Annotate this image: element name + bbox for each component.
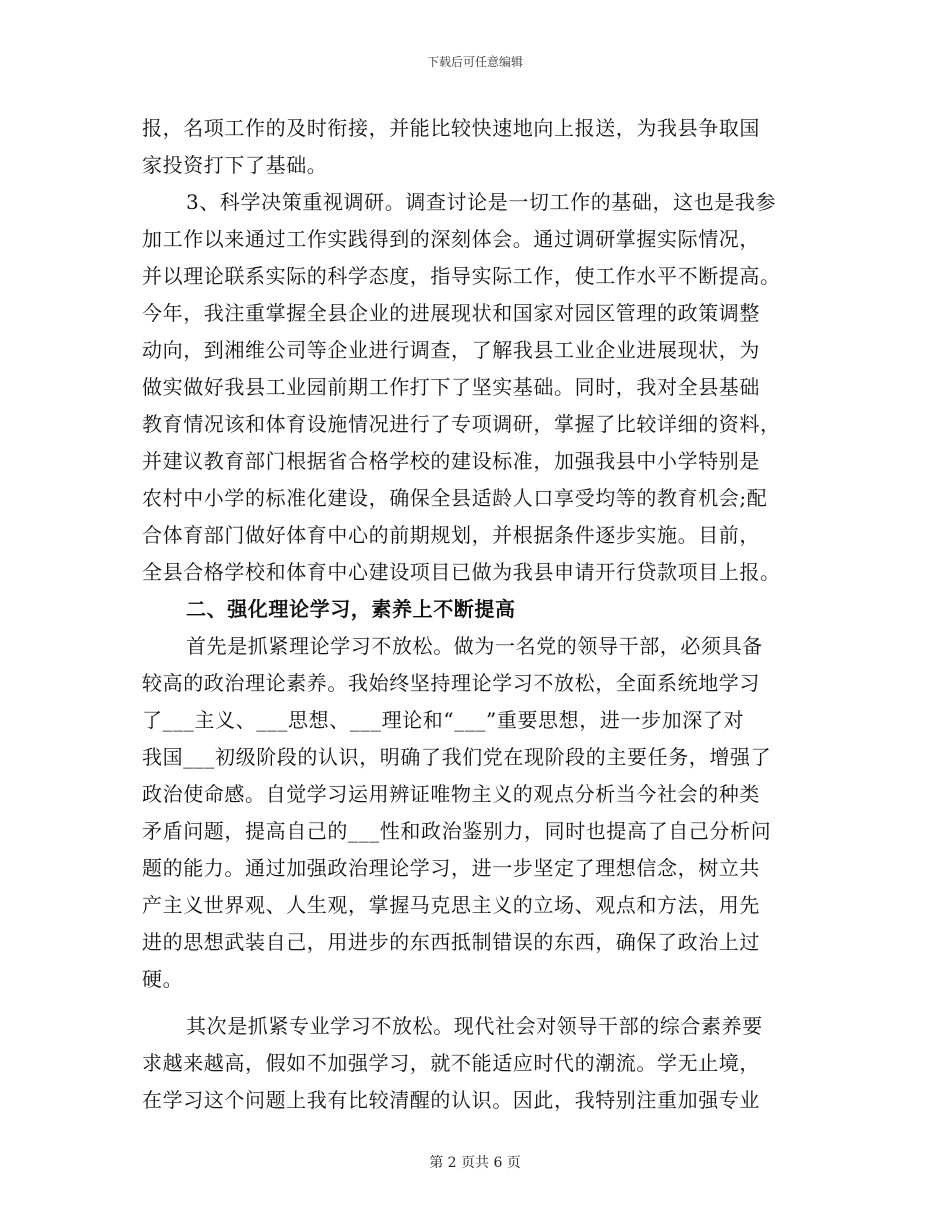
text-line: 其次是抓紧专业学习不放松。现代社会对领导干部的综合素养要 [186, 1014, 763, 1038]
text-line: 矛盾问题，提高自己的___性和政治鉴别力，同时也提高了自己分析问 [142, 819, 772, 843]
text-line: 进的思想武装自己，用进步的东西抵制错误的东西，确保了政治上过 [142, 930, 760, 954]
text-line: 教育情况该和体育设施情况进行了专项调研，掌握了比较详细的资料， [142, 412, 781, 436]
text-line: 首先是抓紧理论学习不放松。做为一名党的领导干部，必须具备 [186, 634, 763, 658]
text-line: 全县合格学校和体育中心建设项目已做为我县申请开行贷款项目上报。 [142, 560, 781, 584]
text-line: 报，名项工作的及时衔接，并能比较快速地向上报送，为我县争取国 [142, 116, 760, 140]
text-line: 加工作以来通过工作实践得到的深刻体会。通过调研掌握实际情况， [142, 227, 760, 251]
page-footer: 第 2 页共 6 页 [429, 1155, 521, 1171]
text-line: 政治使命感。自觉学习运用辨证唯物主义的观点分析当今社会的种类 [142, 782, 760, 806]
document-body [142, 110, 808, 1119]
text-line: 求越来越高，假如不加强学习，就不能适应时代的潮流。学无止境， [142, 1051, 760, 1075]
text-line: 在学习这个问题上我有比较清醒的认识。因此，我特别注重加强专业 [142, 1088, 760, 1112]
text-line: 家投资打下了基础。 [142, 153, 328, 177]
text-line: 并建议教育部门根据省合格学校的建设标准，加强我县中小学特别是 [142, 449, 760, 473]
text-line: 合体育部门做好体育中心的前期规划，并根据条件逐步实施。目前， [142, 523, 760, 547]
page-header: 下载后可任意编辑 [426, 55, 523, 69]
text-line: 3、科学决策重视调研。调查讨论是一切工作的基础，这也是我参 [186, 190, 777, 214]
text-line: 硬。 [142, 967, 184, 991]
paragraph-gap [142, 998, 808, 1008]
text-line: 做实做好我县工业园前期工作打下了坚实基础。同时，我对全县基础 [142, 375, 760, 399]
text-line: 题的能力。通过加强政治理论学习，进一步坚定了理想信念，树立共 [142, 856, 760, 880]
text-line: 并以理论联系实际的科学态度，指导实际工作，使工作水平不断提高。 [142, 264, 781, 288]
section-heading: 二、强化理论学习，素养上不断提高 [186, 597, 516, 621]
text-line: 较高的政治理论素养。我始终坚持理论学习不放松，全面系统地学习 [142, 671, 760, 695]
text-line: 了___主义、___思想、___理论和“___”重要思想，进一步加深了对 [142, 708, 745, 732]
text-line: 农村中小学的标准化建设，确保全县适龄人口享受均等的教育机会;配 [142, 486, 768, 510]
text-line: 我国___初级阶段的认识，明确了我们党在现阶段的主要任务，增强了 [142, 745, 772, 769]
text-line: 产主义世界观、人生观，掌握马克思主义的立场、观点和方法，用先 [142, 893, 760, 917]
text-line: 今年，我注重掌握全县企业的进展现状和国家对园区管理的政策调整 [142, 301, 760, 325]
text-line: 动向，到湘维公司等企业进行调查，了解我县工业企业进展现状，为 [142, 338, 760, 362]
